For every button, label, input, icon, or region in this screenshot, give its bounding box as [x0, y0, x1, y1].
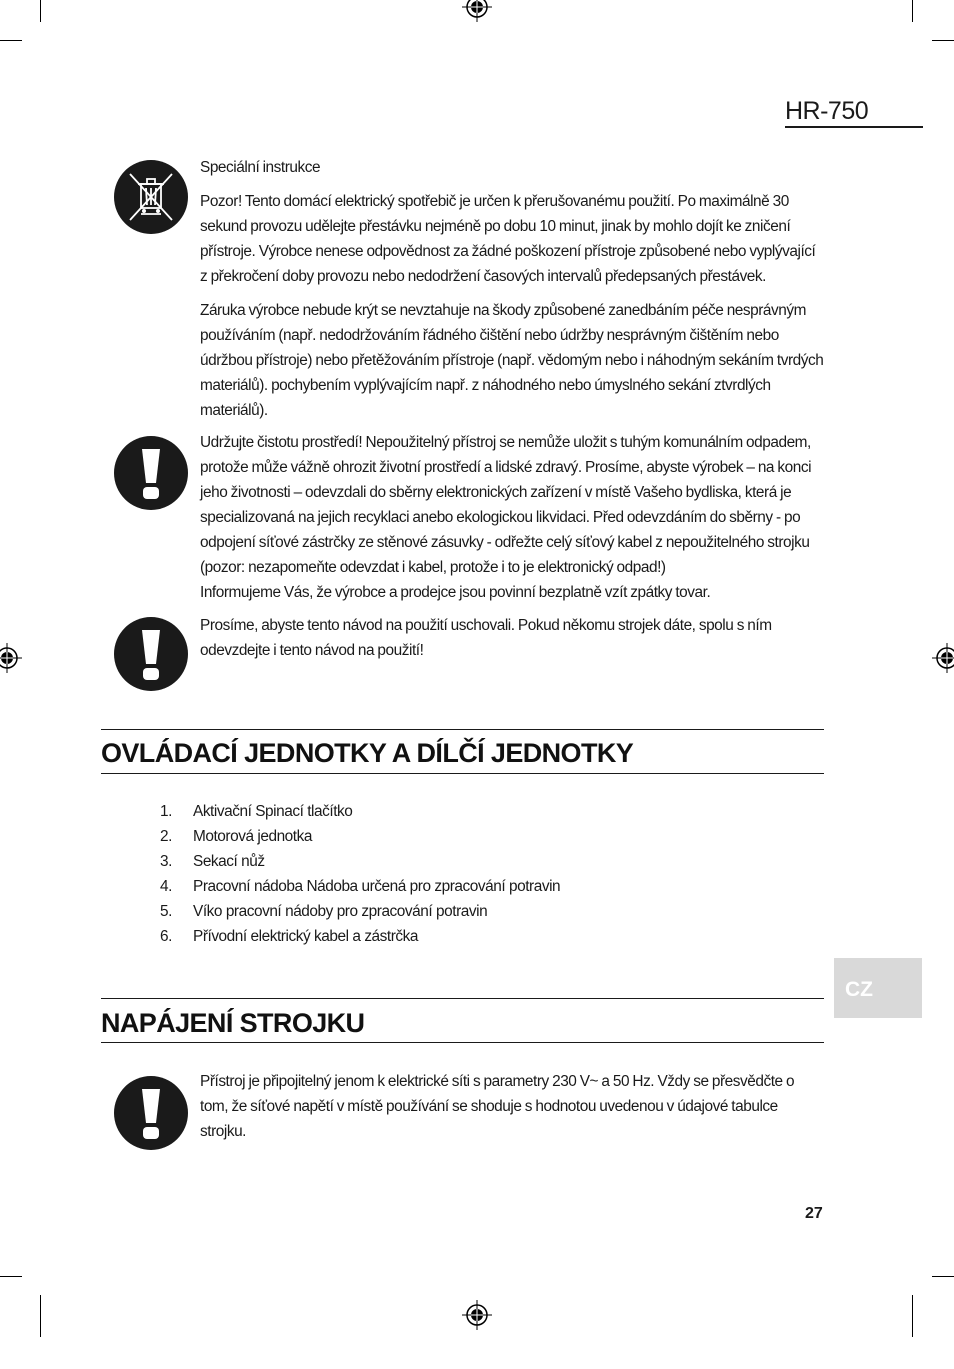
language-tab: CZ [834, 958, 922, 1018]
keep-paragraph: Prosíme, abyste tento návod na použití uschovali. Pokud někomu strojek dáte, spolu s ním odevzdejte i tento návod na použití! [200, 617, 772, 659]
keep-manual-notice [200, 613, 825, 663]
power-notice [200, 1069, 800, 1144]
section-rule [101, 998, 824, 999]
registration-mark-icon [462, 1300, 492, 1330]
list-item: 3. Sekací nůž [160, 853, 265, 870]
list-item: 5. Víko pracovní nádoby pro zpracování potravin [160, 903, 488, 920]
section-heading-power: NAPÁJENÍ STROJKU [101, 1008, 365, 1038]
environment-paragraph-1: Udržujte čistotu prostředí! Nepoužitelný přístroj se nemůže uložit s tuhým komunálním odpadem, protože může vážně ohrozit životní prostředí a lidské zdravý. Prosíme, abyste výrobek – na konci jeho životnosti – odevzdali do sběrny elektronických zařízení v místě Vašeho bydliska, která je specializovaná na jejich recyklaci anebo ekologickou likvidaci. Před odevzdáním do sběrny - po odpojení síťové zástrčky ze stěnové zásuvky - odřežte celý síťový kabel z nepoužitelného strojku (pozor: nezapomeňte odevzdat i kabel, protože i to je elektronický odpad!) [200, 434, 812, 576]
crop-mark [40, 1295, 41, 1337]
section-rule [101, 773, 824, 774]
registration-mark-icon [932, 643, 954, 673]
section-heading-controls: OVLÁDACÍ JEDNOTKY A DÍLČÍ JEDNOTKY [101, 738, 634, 768]
special-instructions [200, 155, 825, 423]
special-paragraph-1: Pozor! Tento domácí elektrický spotřebič je určen k přerušovanému použití. Po maximálně 30 sekund provozu udělejte přestávku nejméně po dobu 10 minut, jinak by mohlo dojít ke zničení přístroje. Výrobce nenese odpovědnost za žádné poškození přístroje způsobené nebo vyplývající z překročení doby provozu nebo nedodržení časových intervalů předepsaných přestávek. [200, 193, 816, 285]
crop-mark [912, 0, 913, 22]
special-title: Speciální instrukce [200, 159, 321, 176]
crop-mark [0, 1276, 22, 1277]
list-item: 1. Aktivační Spinací tlačítko [160, 803, 353, 820]
list-item: 4. Pracovní nádoba Nádoba určená pro zpracování potravin [160, 878, 561, 895]
list-item: 2. Motorová jednotka [160, 828, 312, 845]
power-paragraph: Přístroj je připojitelný jenom k elektrické síti s parametry 230 V~ a 50 Hz. Vždy se přesvědčte o tom, že síťové napětí v místě používání se shoduje s hodnotou uvedenou v údajové tabulce strojku. [200, 1073, 795, 1140]
section-rule [101, 729, 824, 730]
section-rule [101, 1042, 824, 1043]
special-paragraph-2: Záruka výrobce nebude krýt se nevztahuje na škody způsobené zanedbáním péče nesprávným používáním (např. nedodržováním řádného čištění nebo údržby nesprávným čištěním nebo údržbou přístroje) nebo přetěžováním přístroje (např. vědomým nebo i náhodným sekáním tvrdých materiálů). pochybením vyplývajícím např. z náhodného nebo úmyslného sekání ztvrdlých materiálů). [200, 302, 824, 419]
exclamation-icon [114, 617, 188, 691]
model-name: HR-750 [785, 96, 923, 128]
crop-mark [40, 0, 41, 22]
registration-mark-icon [462, 0, 492, 22]
crop-mark [912, 1295, 913, 1337]
crop-mark [932, 1276, 954, 1277]
page-number: 27 [805, 1205, 823, 1222]
list-item: 6. Přívodní elektrický kabel a zástrčka [160, 928, 419, 945]
crop-mark [0, 40, 22, 41]
crop-mark [932, 40, 954, 41]
parts-list [160, 799, 760, 949]
environment-notice [200, 430, 825, 605]
exclamation-icon [114, 1076, 188, 1150]
exclamation-icon [114, 436, 188, 510]
environment-paragraph-2: Informujeme Vás, že výrobce a prodejce jsou povinní bezplatně vzít zpátky tovar. [200, 584, 711, 601]
crossed-bin-icon [114, 160, 188, 234]
registration-mark-icon [0, 643, 22, 673]
